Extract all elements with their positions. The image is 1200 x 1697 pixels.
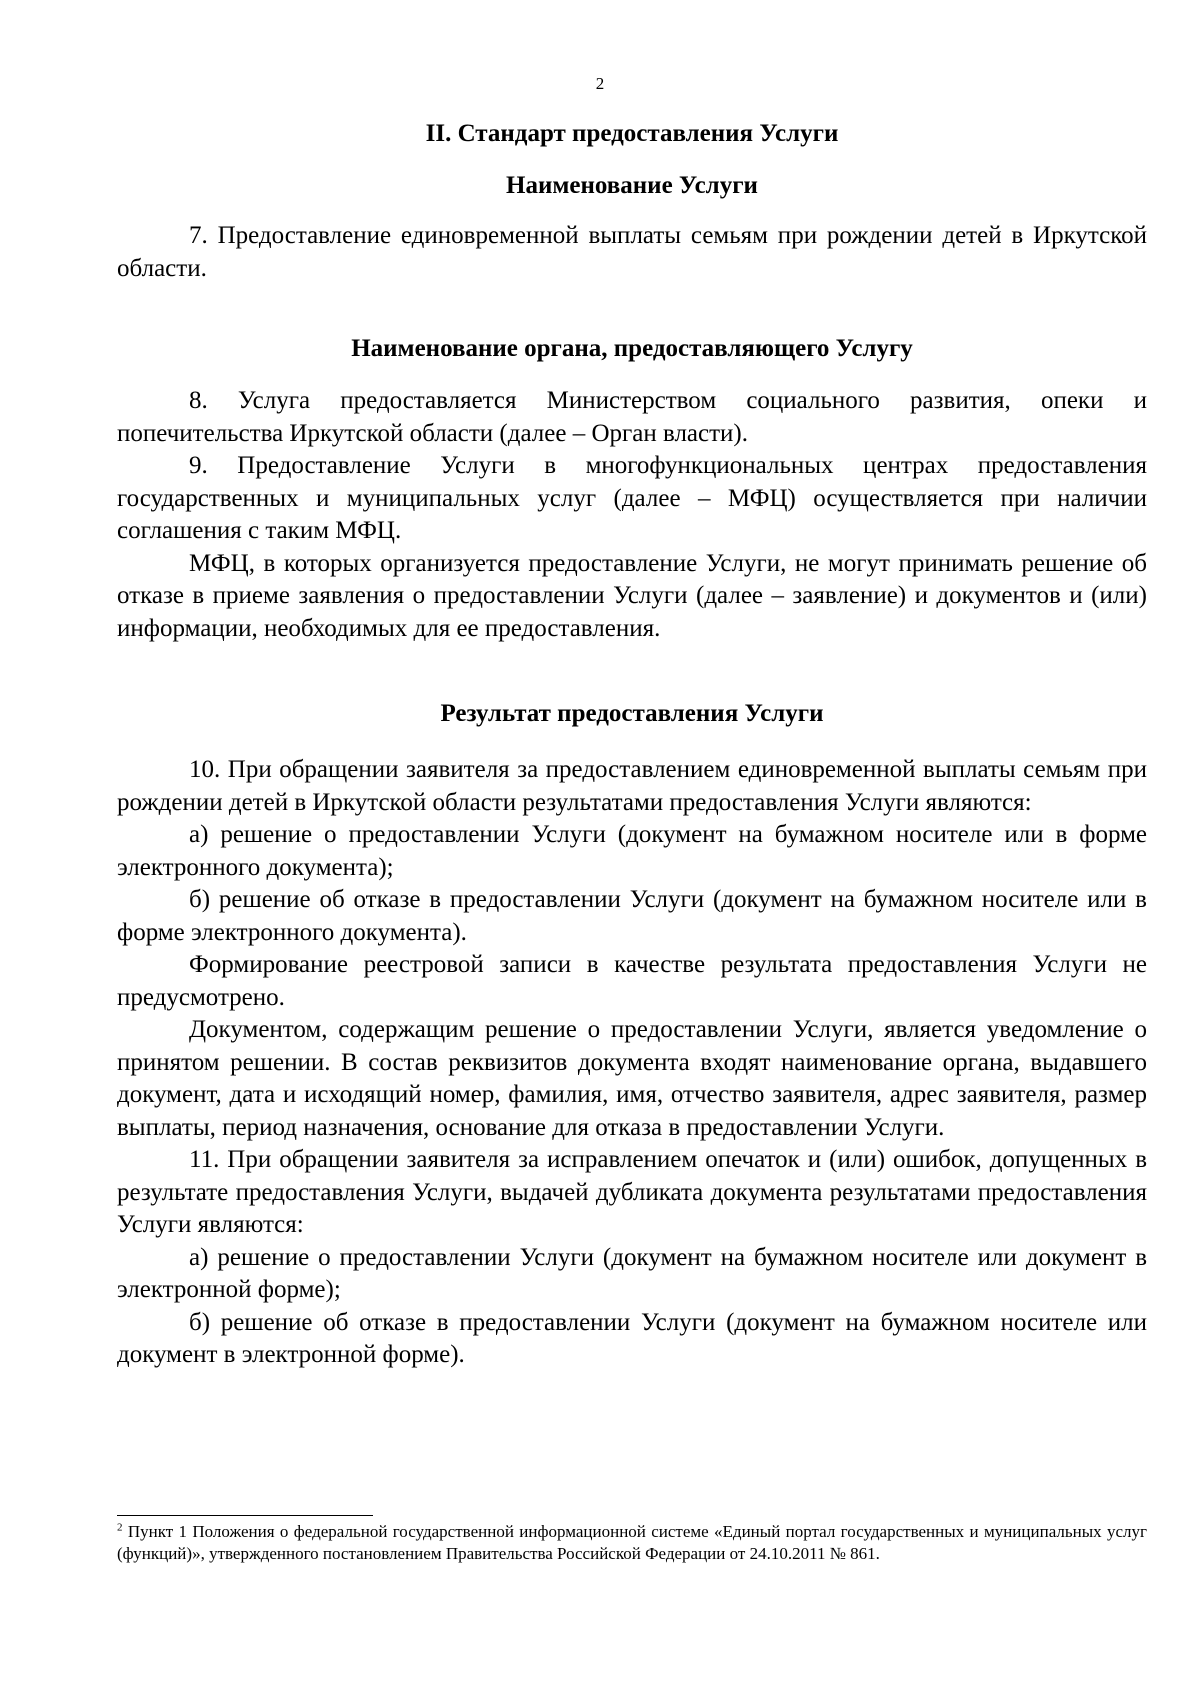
paragraph-11-a: а) решение о предоставлении Услуги (документ на бумажном носителе или документ в электронной форме);: [117, 1243, 1147, 1303]
paragraph-11: 11. При обращении заявителя за исправлением опечаток и (или) ошибок, допущенных в результате предоставления Услуги, выдачей дубликата документа результатами предоставления Услуги являются:: [117, 1146, 1147, 1238]
heading-result: Результат предоставления Услуги: [440, 700, 824, 727]
footnote: [117, 1521, 1147, 1565]
spacer: [117, 365, 1147, 385]
spacer: [117, 645, 1147, 698]
section-title: II. Стандарт предоставления Услуги: [425, 120, 839, 147]
spacer: [117, 285, 1147, 333]
paragraph-9-mfc: МФЦ, в которых организуется предоставление Услуги, не могут принимать решение об отказе в приеме заявления о предоставлении Услуги (далее – заявление) и документов и (или) информации, необходимых для ее предоставления.: [117, 549, 1147, 642]
paragraph-10-registry: Формирование реестровой записи в качестве результата предоставления Услуги не предусмотрено.: [117, 951, 1147, 1011]
paragraph-8: 8. Услуга предоставляется Министерством социального развития, опеки и попечительства Иркутской области (далее – Орган власти).: [117, 387, 1147, 447]
heading-authority: Наименование органа, предоставляющего Услугу: [351, 335, 913, 362]
paragraph-10-document: Документом, содержащим решение о предоставлении Услуги, является уведомление о принятом решении. В состав реквизитов документа входят наименование органа, выдавшего документ, дата и исходящий номер, фамилия, имя, отчество заявителя, адрес заявителя, размер выплаты, период назначения, основание для отказа в предоставлении Услуги.: [117, 1016, 1147, 1141]
paragraph-7: 7. Предоставление единовременной выплаты семьям при рождении детей в Иркутской области.: [117, 222, 1147, 282]
heading-service-name: Наименование Услуги: [506, 172, 758, 199]
footnote-text: Пункт 1 Положения о федеральной государственной информационной системе «Единый портал государственных и муниципальных услуг (функций)», утвержденного постановлением Правительства Российской Федерации от 24.10.2011 № 861.: [117, 1522, 1147, 1563]
paragraph-10-a: а) решение о предоставлении Услуги (документ на бумажном носителе или в форме электронного документа);: [117, 821, 1147, 881]
paragraph-11-b: б) решение об отказе в предоставлении Услуги (документ на бумажном носителе или документ в электронной форме).: [117, 1308, 1147, 1368]
document-body: [117, 118, 1147, 1372]
spacer: [117, 730, 1147, 754]
paragraph-9: 9. Предоставление Услуги в многофункциональных центрах предоставления государственных и муниципальных услуг (далее – МФЦ) осуществляется при наличии соглашения с таким МФЦ.: [117, 452, 1147, 544]
paragraph-10: 10. При обращении заявителя за предоставлением единовременной выплаты семьям при рождении детей в Иркутской области результатами предоставления Услуги являются:: [117, 756, 1147, 816]
paragraph-10-b: б) решение об отказе в предоставлении Услуги (документ на бумажном носителе или в форме электронного документа).: [117, 886, 1147, 946]
page-number: 2: [595, 74, 605, 93]
footnote-separator: [117, 1515, 373, 1516]
footnote-mark: 2: [117, 1521, 123, 1534]
